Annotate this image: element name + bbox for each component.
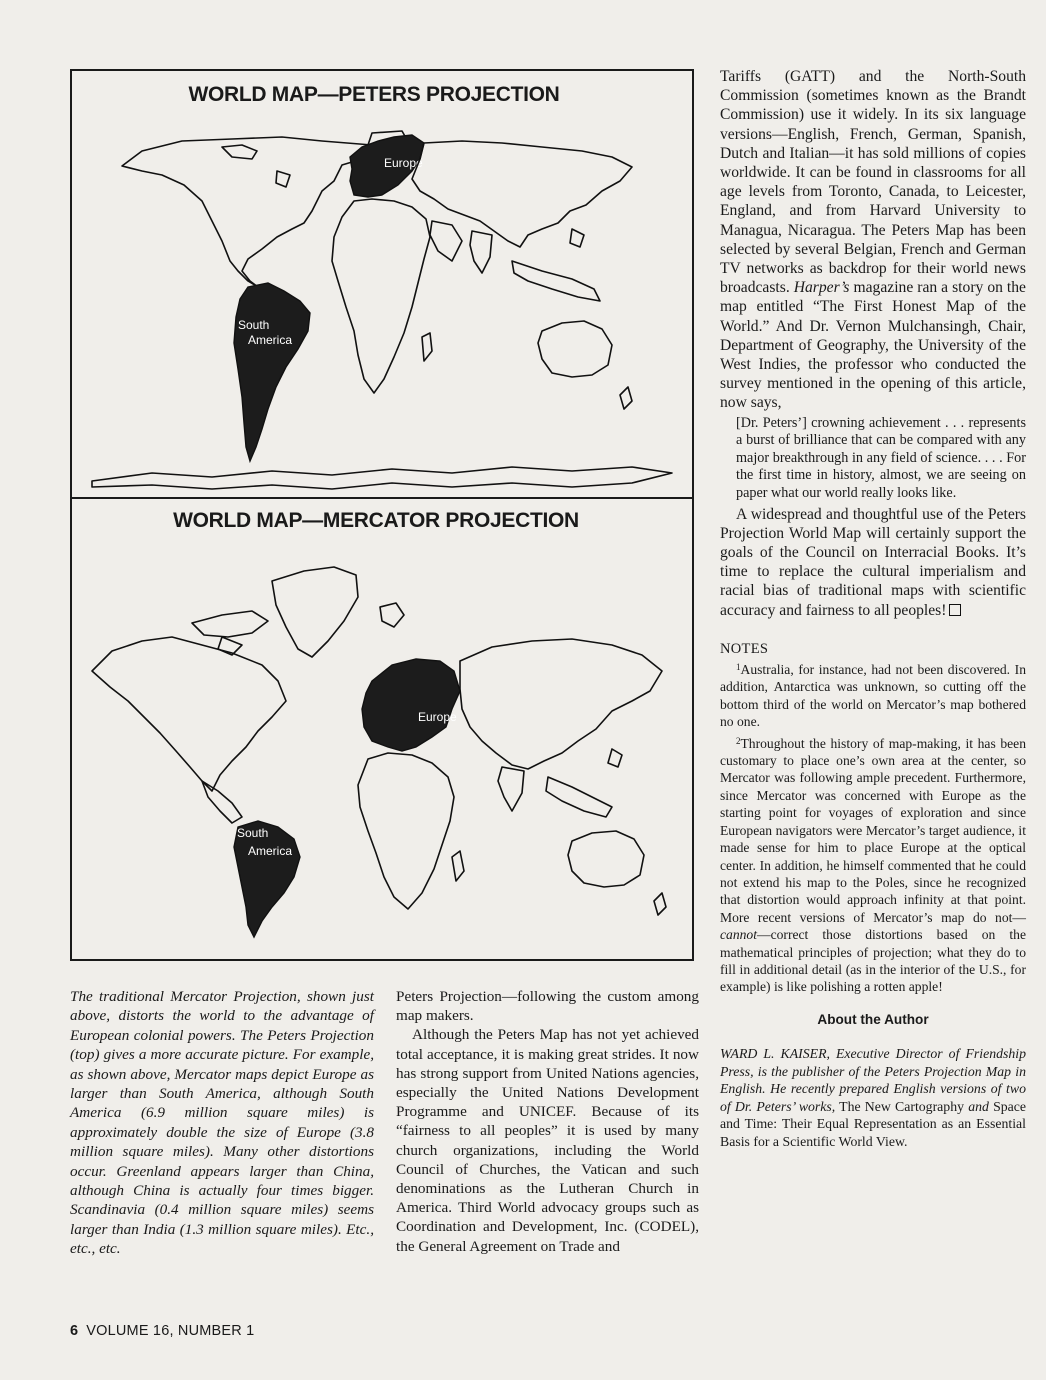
mercator-map-title: WORLD MAP—MERCATOR PROJECTION [173, 509, 579, 532]
right-column [720, 67, 1026, 1153]
middle-paragraph-2: Although the Peters Map has not yet achieved total acceptance, it is making great strides. It now has strong support from United Nations agencies, especially the United Nations Development Programme and UNICEF. Because of its “fairness to all peoples” it is used by many church organizations, including the World Council of Churches, the Vatican and such denominations as the Lutheran Church in America. Third World advocacy groups such as Coordination and Development, Inc. (CODEL), the General Agreement on Trade and [396, 1026, 699, 1255]
page-number: 6 [70, 1323, 79, 1339]
author-bio: WARD L. KAISER, Executive Director of Friendship Press, is the publisher of the Peters Projection Map in English. He recently prepared English versions of two of Dr. Peters’ works, The New Cartography and Space and Time: Their Equal Representation as an Essential Basis for a Scientific World View. [720, 1045, 1027, 1149]
middle-paragraph-1: Peters Projection—following the custom among map makers. [396, 988, 699, 1025]
south-label-peters: South [238, 318, 270, 332]
mercator-map-image [72, 541, 692, 951]
europe-label-peters: Europe [384, 156, 423, 170]
peters-map-title: WORLD MAP—PETERS PROJECTION [188, 83, 560, 106]
mercator-map-panel [72, 501, 692, 959]
block-quote: [Dr. Peters’] crowning achievement . . . represents a burst of brilliance that can be compared with any major breakthrough in any field of science. . . . For the first time in history, almost, we are seeing on paper what our world really looks like. [736, 414, 1026, 502]
volume-label: VOLUME 16, NUMBER 1 [86, 1323, 255, 1339]
peters-map-panel [72, 71, 692, 499]
south-label-mercator: South [237, 826, 269, 840]
map-figure [70, 69, 694, 961]
harpers-title: Harper’s [793, 279, 850, 297]
right-paragraph-2: A widespread and thoughtful use of the Peters Projection World Map will certainly support the goals of the Council on Interracial Books. It’s time to replace the cultural imperialism and racial bias of traditional maps with scientific accuracy and fairness to all peoples! [720, 505, 1026, 619]
figure-caption: The traditional Mercator Projection, shown just above, distorts the world to the advantage of European colonial powers. The Peters Projection (top) gives a more accurate picture. For example, as shown above, Mercator maps depict Europe as larger than South America, although South America (6.9 million square miles) is approximately double the size of Europe (3.8 million square miles). Many other distortions occur. Greenland appears larger than China, although China is actually four times bigger. Scandinavia (0.4 million square miles) seems larger than India (1.3 million square miles). Etc., etc., etc. [70, 988, 374, 1258]
peters-map-image [72, 111, 692, 497]
right-paragraph-1: Tariffs (GATT) and the North-South Commission (sometimes known as the Brandt Commission) use it widely. In its six language versions—English, French, German, Spanish, Dutch and Italian—it has sold millions of copies worldwide. It can be found in classrooms for all age levels from Toronto, Canada, to Leicester, England, and from Harvard University to Managua, Nicaragua. The Peters Map has been selected by several Belgian, French and German TV networks as backdrop for their world news broadcasts. Harper’s magazine ran a story on the map entitled “The First Honest Map of the World.” And Dr. Vernon Mulchansingh, Chair, Department of Geography, the University of the West Indies, the professor who conducted the survey mentioned in the opening of this article, now says, [720, 68, 1026, 412]
america-label-peters: America [248, 333, 293, 347]
europe-label-mercator: Europe [418, 710, 457, 724]
end-of-article-icon [949, 604, 961, 616]
note-1: $^1$Australia, for instance, had not been discovered. In addition, Antarctica was unknown, so cutting off the bottom third of the world on Mercator’s map bothered no one. [720, 662, 1026, 730]
middle-column [396, 987, 699, 1256]
about-author-heading: About the Author [817, 1011, 929, 1027]
notes-heading: NOTES [720, 640, 769, 657]
america-label-mercator: America [248, 844, 293, 858]
page-footer [70, 1323, 254, 1339]
note-2: $^2$Throughout the history of map-making, it has been customary to place one’s own area at the center, so Mercator was following ample precedent. Furthermore, since Mercator was concerned with Europe as the starting point for voyages of exploration and since European navigators were Mercator’s target audience, it made sense for him to place Europe at the optical center. In addition, he himself commented that he could not extend his map to the Poles, since he recognized that distortion would approach infinity at that point. More recent versions of Mercator’s map do not—cannot—correct those distortions based on the mathematical principles of projection; what they do to fill in additional detail (as in the interior of the U.S., for example) is like polishing a rotten apple! [720, 735, 1026, 995]
